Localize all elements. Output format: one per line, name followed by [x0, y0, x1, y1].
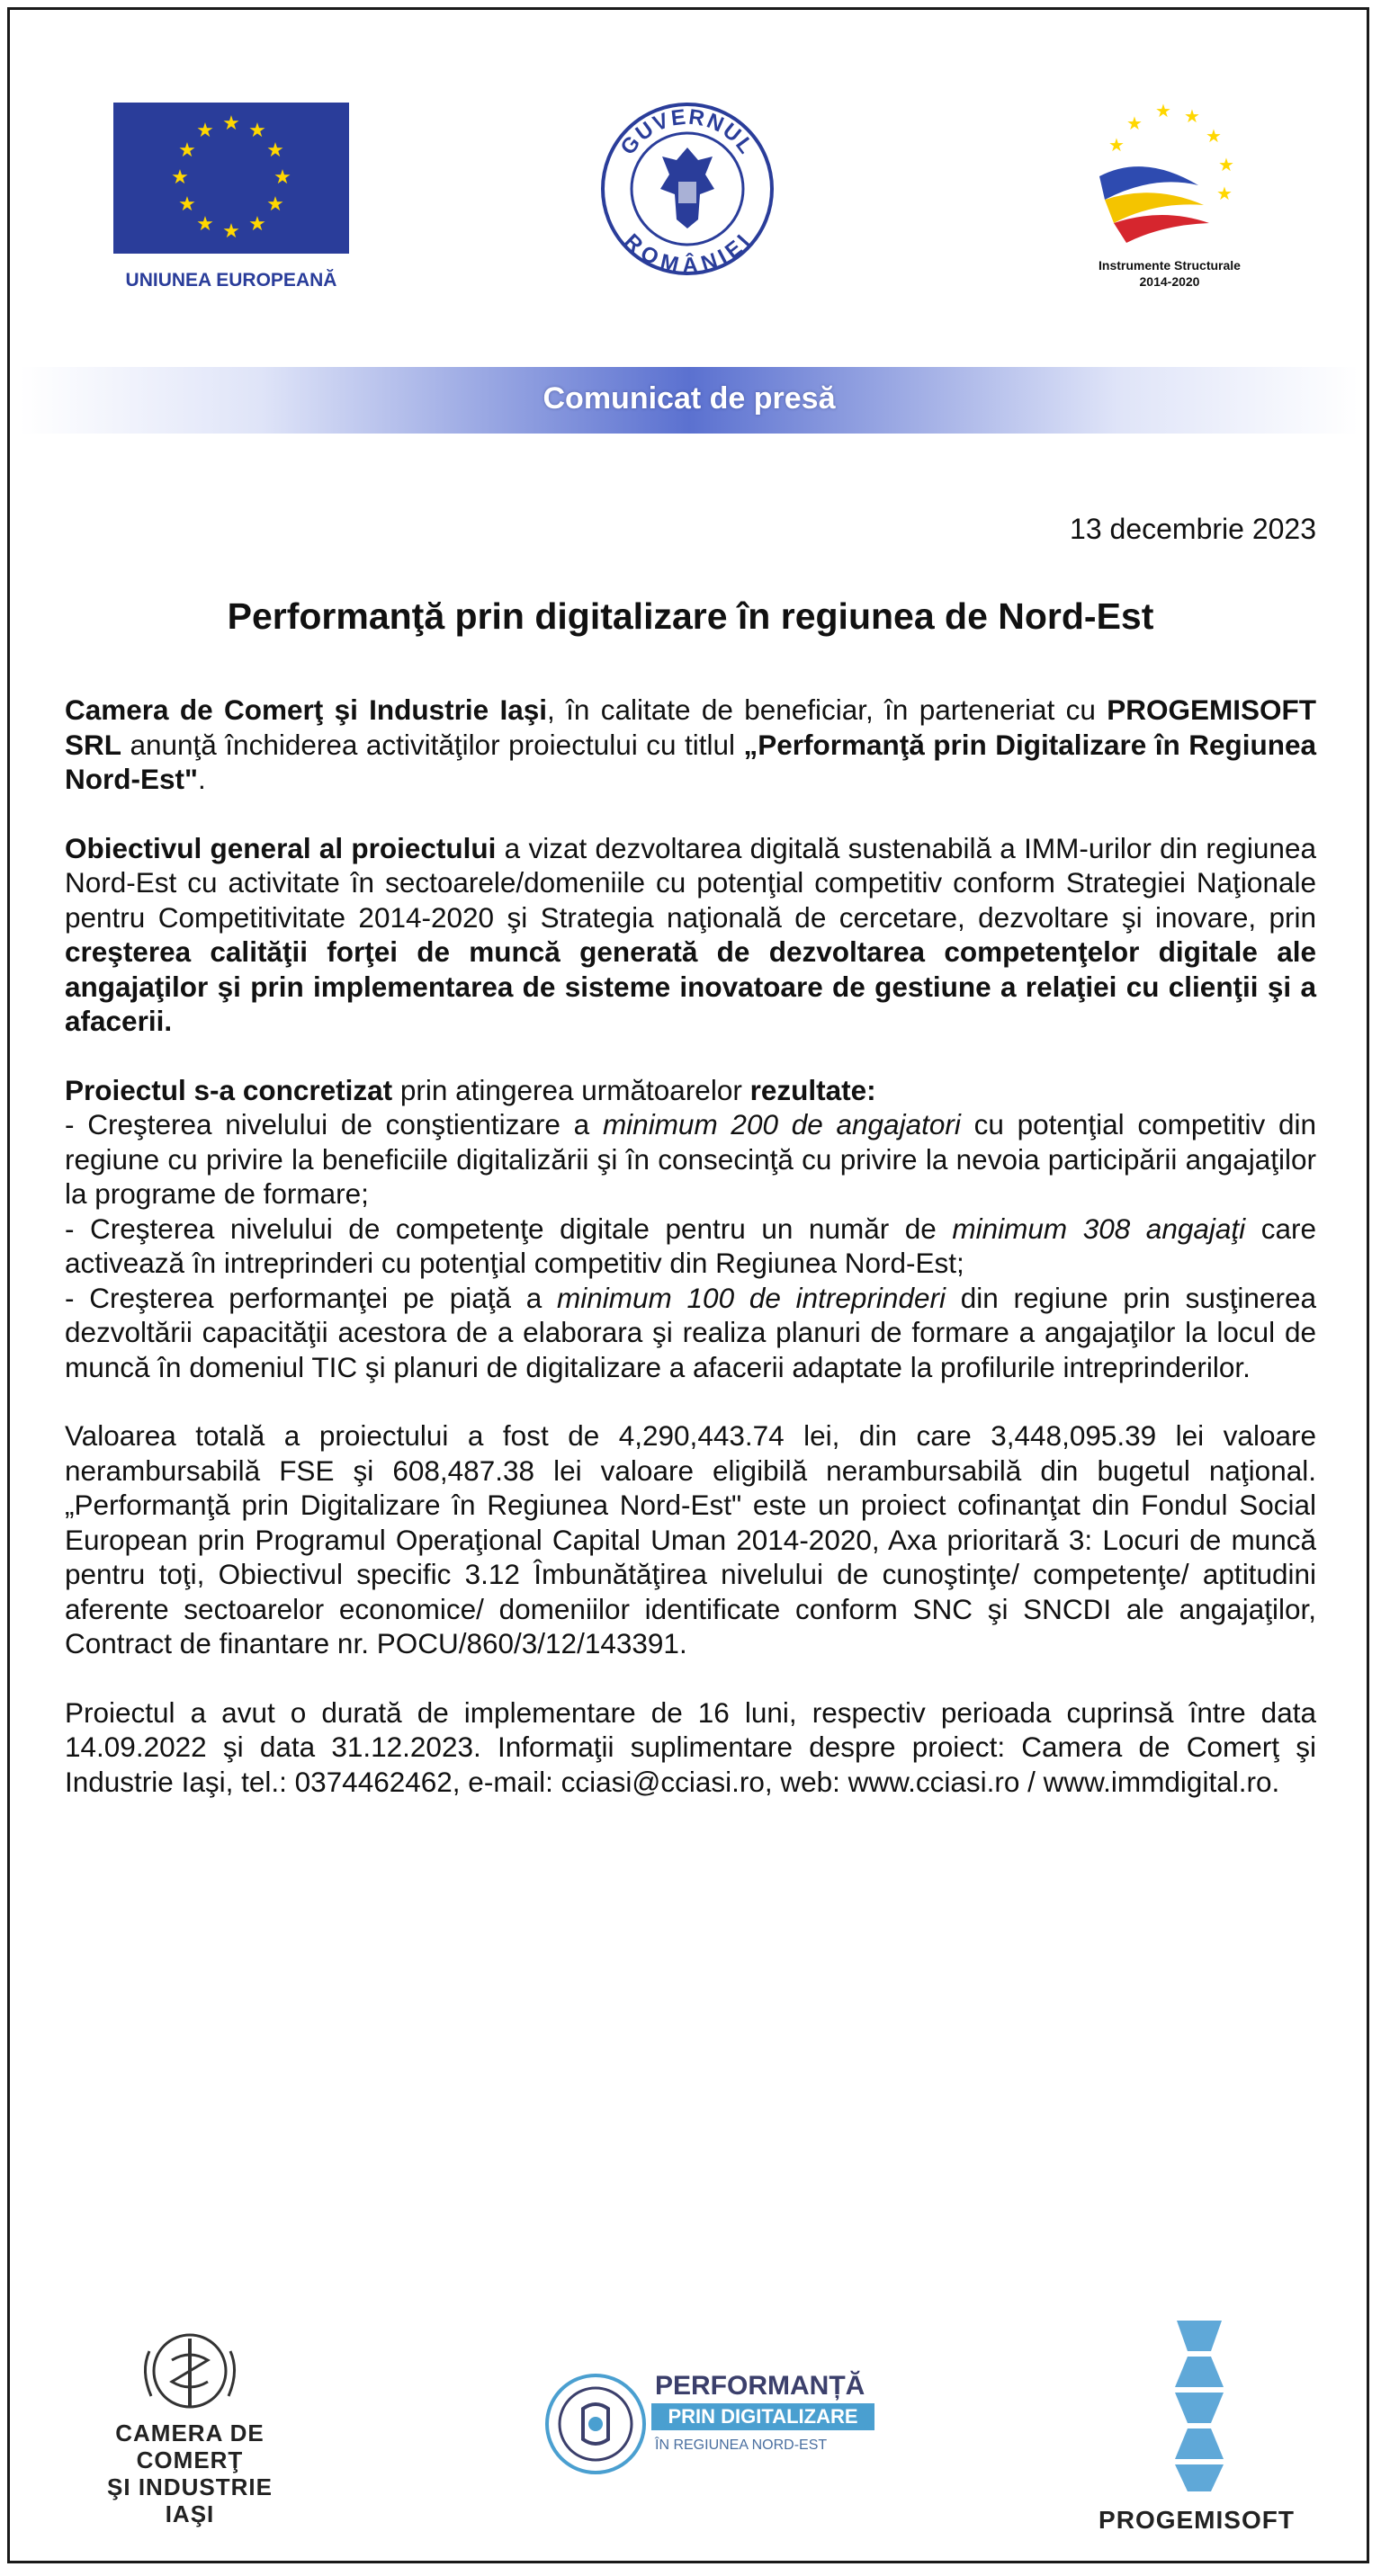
- svg-text:★: ★: [248, 119, 266, 141]
- cci-iasi-wordmark: [59, 2419, 320, 2527]
- intro-text-2: anunţă închiderea activităţilor proiectului cu titlul: [121, 728, 744, 761]
- eu-caption: UNIUNEA EUROPEANĂ: [125, 270, 337, 291]
- result-3-target: minimum 100 de intreprinderi: [557, 1281, 946, 1314]
- svg-text:★: ★: [178, 192, 196, 215]
- svg-text:★: ★: [274, 165, 291, 188]
- is-caption-line1: Instrumente Structurale: [1099, 258, 1241, 273]
- paragraph-duration-contact: Proiectul a avut o durată de implementare de 16 luni, respectiv perioada cuprinsă între data 14.09.2022 şi data 31.12.2023. Informaţii suplimentare despre proiect: Camera de Comerţ şi Industrie Iaşi, tel.: 0374462462, e-mail: cciasi@cciasi.ro, web: www.cciasi.ro / www.immdigital.ro.: [65, 1695, 1316, 1798]
- pd-logo-title: PERFORMANȚĂ: [655, 2371, 865, 2401]
- objective-text: a vizat dezvoltarea digitală sustenabilă a IMM-urilor din regiunea Nord-Est cu activitate în sectoarele/domeniile cu potenţial competitiv conform Strategiei Naţionale pentru Competitivitate 2014-2020 şi Strategia naţională de cercetare, dezvoltare şi inovare, prin: [65, 831, 1316, 934]
- svg-text:★: ★: [196, 119, 214, 141]
- svg-text:★: ★: [1216, 184, 1233, 204]
- result-item-1: [65, 1107, 1316, 1212]
- result-1-text-a: - Creşterea nivelului de conştientizare a: [65, 1108, 603, 1140]
- svg-text:★: ★: [222, 219, 240, 242]
- svg-text:★: ★: [178, 139, 196, 161]
- government-seal-logo: [599, 101, 776, 277]
- press-release-body: [65, 693, 1316, 1833]
- structural-instruments-caption: [1053, 257, 1287, 290]
- svg-text:★: ★: [1126, 114, 1143, 134]
- result-1-target: minimum 200 de angajatori: [602, 1108, 961, 1140]
- result-item-3: [65, 1281, 1316, 1385]
- project-title: „Performanţă prin Digitalizare în Regiunea Nord-Est": [65, 728, 1316, 795]
- intro-text-1: , în calitate de beneficiar, în parteneriat cu: [547, 693, 1107, 726]
- cci-line-2: ŞI INDUSTRIE: [107, 2473, 273, 2500]
- objective-emphasis: creşterea calităţii forţei de muncă generată de dezvoltarea competenţelor digitale ale angajaţilor şi prin implementarea de sisteme inovatoare de gestiune a relaţiei cu clienţii şi a afacerii.: [65, 935, 1316, 1037]
- svg-text:★: ★: [171, 165, 189, 188]
- paragraph-budget: Valoarea totală a proiectului a fost de 4,290,443.74 lei, din care 3,448,095.39 lei valoare nerambursabilă FSE şi 608,487.38 lei valoare eligibilă nerambursabilă din bugetul naţional. „Performanţă prin Digitalizare în Regiunea Nord-Est" este un proiect cofinanţat din Fondul Social European prin Programul Operaţional Capital Uman 2014-2020, Axa prioritară 3: Locuri de muncă pentru toţi, Obiectivul specific 3.12 Îmbunătăţirea nivelului de cunoştinţe/ competenţe/ aptitudini aferente sectoarelor economice/ domeniilor identificate conform SNC şi SNCDI ale angajaţilor, Contract de finantare nr. POCU/860/3/12/143391.: [65, 1419, 1316, 1659]
- eu-flag-logo: [113, 103, 349, 254]
- result-3-text-a: - Creşterea performanţei pe piaţă a: [65, 1281, 558, 1314]
- paragraph-intro: [65, 693, 1316, 797]
- result-item-2: [65, 1212, 1316, 1281]
- result-2-text-b: care activează în intreprinderi cu potenţial competitiv din Regiunea Nord-Est;: [65, 1212, 1316, 1279]
- banner-label: Comunicat de presă: [543, 381, 836, 416]
- cci-iasi-emblem-icon: [86, 2324, 293, 2423]
- svg-text:ROMÂNIEI: [619, 229, 756, 277]
- svg-text:★: ★: [1218, 156, 1234, 175]
- seal-text-top: GUVERNUL: [615, 104, 759, 160]
- is-caption-line2: 2014-2020: [1139, 274, 1200, 289]
- progemisoft-wordmark: PROGEMISOFT: [1099, 2506, 1295, 2534]
- objective-heading: Obiectivul general al proiectului: [65, 831, 497, 864]
- paragraph-results: [65, 1073, 1316, 1385]
- beneficiary-name: Camera de Comerţ şi Industrie Iaşi: [65, 693, 548, 726]
- result-1-text-b: cu potenţial competitiv din regiune cu privire la beneficiile digitalizării şi în consecinţă cu privire la nevoia participării angajaţilor la programe de formare;: [65, 1108, 1316, 1210]
- result-2-target: minimum 308 angajaţi: [952, 1212, 1246, 1245]
- results-intro: prin atingerea următoarelor: [392, 1073, 750, 1106]
- release-date: 13 decembrie 2023: [1070, 513, 1316, 545]
- svg-text:★: ★: [196, 212, 214, 235]
- svg-text:★: ★: [266, 192, 284, 215]
- svg-text:★: ★: [1184, 107, 1200, 127]
- pd-logo-subtitle: ÎN REGIUNEA NORD-EST: [655, 2437, 828, 2453]
- svg-text:★: ★: [1206, 127, 1222, 147]
- structural-instruments-logo: [1090, 99, 1245, 252]
- pd-logo-band: PRIN DIGITALIZARE: [651, 2403, 874, 2430]
- results-label: rezultate:: [749, 1073, 876, 1106]
- partner-name: PROGEMISOFT SRL: [65, 693, 1316, 761]
- svg-text:★: ★: [248, 212, 266, 235]
- svg-text:★: ★: [222, 112, 240, 134]
- press-release-banner: [20, 367, 1359, 434]
- intro-text-3: .: [197, 763, 206, 795]
- results-heading: Proiectul s-a concretizat: [65, 1073, 393, 1106]
- svg-text:★: ★: [266, 139, 284, 161]
- page-title: Performanţă prin digitalizare în regiunea de Nord-Est: [227, 595, 1154, 637]
- cci-line-3: IAŞI: [165, 2500, 215, 2527]
- progemisoft-emblem-icon: [1141, 2315, 1258, 2495]
- svg-text:★: ★: [1108, 136, 1125, 156]
- cci-line-1: CAMERA DE COMERŢ: [115, 2419, 265, 2473]
- paragraph-objective: [65, 831, 1316, 1039]
- result-2-text-a: - Creşterea nivelului de competenţe digitale pentru un număr de: [65, 1212, 953, 1245]
- seal-text-bottom: ROMÂNIEI: [619, 228, 757, 277]
- svg-text:★: ★: [1155, 102, 1171, 121]
- result-3-text-b: din regiune prin susţinerea dezvoltării capacităţii acestora de a elaborara şi realiza planuri de formare a angajaţilor la locul de muncă în domeniul TIC şi planuri de digitalizare a afacerii adaptate la profilurile intreprinderilor.: [65, 1281, 1316, 1383]
